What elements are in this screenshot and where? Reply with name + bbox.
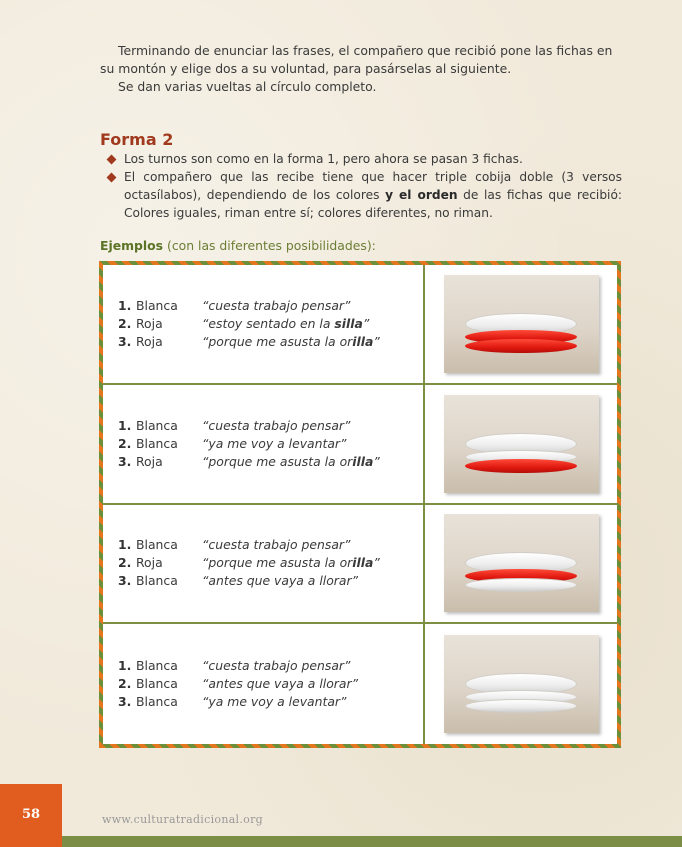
- example-photo-cell: [425, 505, 617, 625]
- verse-list: [118, 536, 380, 590]
- verse-list: [118, 297, 380, 351]
- chip-color-label: Blanca: [136, 694, 178, 710]
- list-item: [108, 150, 622, 168]
- verse-text: “cuesta trabajo pensar”: [202, 537, 351, 553]
- chip-color-label: Roja: [136, 315, 163, 331]
- verse-line: [118, 315, 380, 333]
- chip-color-label: Roja: [136, 453, 163, 469]
- rhyme-syllable: illa: [352, 555, 374, 571]
- verse-text: “antes que vaya a llorar”: [202, 676, 359, 692]
- verse-number: 1.: [118, 297, 132, 313]
- verse-number: 3.: [118, 573, 132, 589]
- chip-color-label: Blanca: [136, 297, 178, 313]
- verse-text: “cuesta trabajo pensar”: [202, 658, 351, 674]
- verse-text-end: ”: [373, 555, 380, 571]
- verse-text-start: “porque me asusta la or: [202, 453, 353, 469]
- verse-number: 3.: [118, 453, 132, 469]
- verse-number: 2.: [118, 676, 132, 692]
- verse-text-start: “porque me asusta la or: [202, 555, 353, 571]
- diamond-bullet-icon: [107, 155, 117, 165]
- red-chip: [465, 459, 577, 473]
- verse-line: [118, 693, 358, 711]
- example-verses-cell: [103, 624, 425, 744]
- bullet-text: El compañero que las recibe tiene que hacer triple cobija doble (3 versos octasílabos), dependiendo de los colores: [124, 170, 622, 202]
- chip-stack-photo: [444, 395, 599, 493]
- rhyme-syllable: illa: [352, 453, 374, 469]
- verse-line: [118, 554, 380, 572]
- intro-paragraph: Terminando de enunciar las frases, el compañero que recibió pone las fichas en su montón y elige dos a su voluntad, para pasárselas al siguiente.: [100, 43, 613, 76]
- chip-stack-photo: [444, 275, 599, 373]
- diamond-bullet-icon: [107, 173, 117, 183]
- intro-text: [100, 42, 622, 96]
- chip-stack: [465, 318, 577, 353]
- white-chip: [465, 578, 577, 592]
- verse-number: 1.: [118, 417, 132, 433]
- chip-color-label: Blanca: [136, 676, 178, 692]
- verse-text: “cuesta trabajo pensar”: [202, 417, 351, 433]
- chip-stack: [465, 438, 577, 473]
- example-photo-cell: [425, 385, 617, 505]
- red-chip: [465, 339, 577, 353]
- bullet-emphasis: y el orden: [385, 188, 458, 202]
- example-verses-cell: [103, 385, 425, 505]
- examples-heading-bold: Ejemplos: [100, 238, 164, 253]
- chip-color-label: Blanca: [136, 435, 178, 451]
- examples-heading-rest: (con las diferentes posibilidades):: [166, 238, 376, 253]
- chip-color-label: Blanca: [136, 573, 178, 589]
- bullet-text: de las fichas que recibió: Colores iguales, riman entre sí; colores diferentes, no riman.: [124, 188, 623, 220]
- chip-stack-photo: [444, 514, 599, 612]
- rules-list: [108, 150, 622, 222]
- verse-number: 3.: [118, 333, 132, 349]
- footer-url: www.culturatradicional.org: [102, 813, 263, 826]
- verse-number: 2.: [118, 315, 132, 331]
- verse-text-end: ”: [373, 333, 380, 349]
- verse-text: “cuesta trabajo pensar”: [202, 297, 351, 313]
- footer-bar: [62, 836, 682, 847]
- verse-list: [118, 417, 380, 471]
- rhyme-syllable: silla: [334, 315, 363, 331]
- verse-list: [118, 657, 358, 711]
- verse-text: “ya me voy a levantar”: [202, 435, 347, 451]
- verse-line: [118, 417, 380, 435]
- verse-text: [202, 333, 380, 351]
- verse-text: [202, 315, 369, 333]
- example-verses-cell: [103, 265, 425, 385]
- verse-line: [118, 435, 380, 453]
- verse-text-end: ”: [373, 453, 380, 469]
- verse-line: [118, 453, 380, 471]
- verse-text-start: “porque me asusta la or: [202, 333, 353, 349]
- verse-text: “antes que vaya a llorar”: [202, 573, 359, 589]
- intro-paragraph: Se dan varias vueltas al círculo completo.: [118, 79, 377, 94]
- white-chip: [465, 699, 577, 713]
- list-item: [108, 168, 622, 222]
- verse-text: “ya me voy a levantar”: [202, 694, 347, 710]
- examples-heading: [100, 238, 376, 253]
- verse-line: [118, 536, 380, 554]
- section-title: Forma 2: [100, 130, 174, 149]
- verse-text-start: “estoy sentado en la: [202, 315, 335, 331]
- verse-number: 1.: [118, 537, 132, 553]
- example-photo-cell: [425, 624, 617, 744]
- chip-color-label: Blanca: [136, 537, 178, 553]
- examples-table-grid: [103, 265, 617, 744]
- example-photo-cell: [425, 265, 617, 385]
- verse-number: 2.: [118, 435, 132, 451]
- chip-color-label: Blanca: [136, 417, 178, 433]
- chip-stack-photo: [444, 635, 599, 733]
- verse-text: [202, 554, 380, 572]
- chip-color-label: Roja: [136, 333, 163, 349]
- chip-stack: [465, 678, 577, 713]
- verse-text-end: ”: [362, 315, 370, 331]
- rhyme-syllable: illa: [352, 333, 374, 349]
- verse-number: 2.: [118, 555, 132, 571]
- verse-line: [118, 657, 358, 675]
- verse-line: [118, 572, 380, 590]
- examples-table: [99, 261, 621, 748]
- page-number: 58: [21, 807, 41, 822]
- chip-color-label: Blanca: [136, 658, 178, 674]
- verse-text: [202, 453, 380, 471]
- chip-color-label: Roja: [136, 555, 163, 571]
- verse-line: [118, 675, 358, 693]
- verse-line: [118, 333, 380, 351]
- verse-number: 3.: [118, 694, 132, 710]
- bullet-text: Los turnos son como en la forma 1, pero ahora se pasan 3 fichas.: [124, 152, 523, 166]
- verse-number: 1.: [118, 658, 132, 674]
- verse-line: [118, 297, 380, 315]
- example-verses-cell: [103, 505, 425, 625]
- chip-stack: [465, 557, 577, 592]
